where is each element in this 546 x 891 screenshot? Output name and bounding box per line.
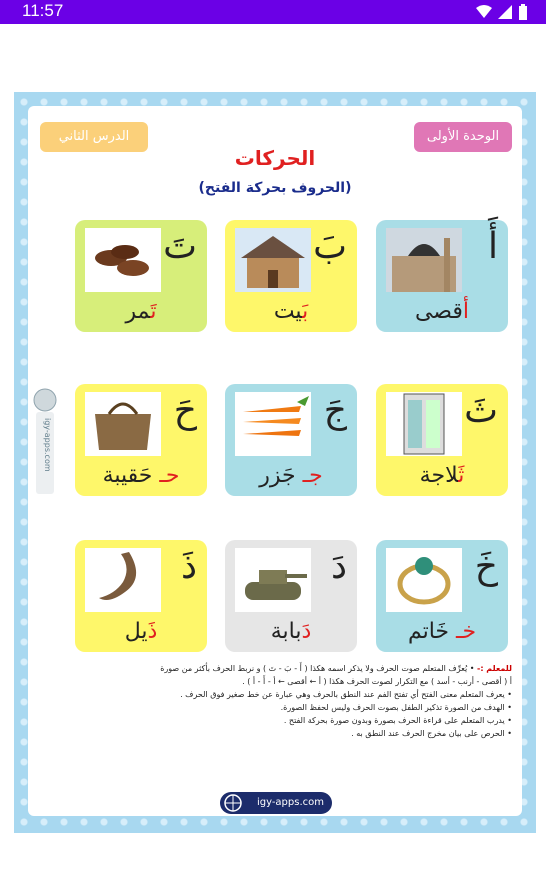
- notes-line: • الهدف من الصورة تذكير الطفل بصوت الحرف وليس لحفظ الصورة.: [280, 703, 512, 712]
- letter-glyph: ث: [464, 390, 498, 431]
- battery-icon: [518, 4, 528, 20]
- letter-card-tha[interactable]: [376, 384, 508, 496]
- notes-line: أ ( أقصى - أرنب - أسد ) مع التكرار لصوت الحرف هكذا ( أ ← أقصى ← أ - أَ - أ ) .: [242, 677, 512, 686]
- letter-card-ha[interactable]: [75, 384, 207, 496]
- status-time: 11:57: [22, 1, 64, 20]
- unit-badge: الوحدة الأولى: [414, 122, 512, 152]
- letter-glyph: خ: [474, 546, 498, 587]
- status-icons: [476, 4, 528, 20]
- letter-glyph: ب: [313, 226, 347, 267]
- letter-card-jim[interactable]: [225, 384, 357, 496]
- notes-line: • يدرب المتعلم على قراءة الحرف بصورة وبدون صورة بحركة الفتح .: [283, 716, 512, 725]
- carrots-image: [235, 392, 311, 456]
- teacher-notes: [42, 662, 512, 740]
- lesson-page: [14, 92, 536, 833]
- logo-text: igy-apps.com: [256, 797, 324, 808]
- example-word: دَبابة: [270, 619, 312, 644]
- watermark: [30, 388, 60, 498]
- letter-card-ba[interactable]: [225, 220, 357, 332]
- watermark-text: igy-apps.com: [43, 418, 52, 472]
- notes-line: • يعرف المتعلم معنى الفتح أي تفتح الفم عند النطق بالحرف وهي عبارة عن خط صغير فوق الحرف .: [180, 690, 512, 699]
- ring-image: [386, 548, 462, 612]
- globe-icon: [222, 793, 244, 813]
- notes-line: • يُعرِّف المتعلم صوت الحرف ولا يذكر اسمه هكذا ( أَ - بَ - تَ ) و نربط الحرف بأكثر من صورة: [160, 664, 475, 673]
- signal-icon: [498, 5, 512, 19]
- example-word: تَمر: [125, 299, 157, 324]
- lesson-sheet: [28, 106, 522, 816]
- lesson-badge: الدرس الثاني: [40, 122, 148, 152]
- letter-card-dhal[interactable]: [75, 540, 207, 652]
- example-word: ثَلاجة: [419, 463, 465, 488]
- fridge-image: [386, 392, 462, 456]
- wifi-icon: [476, 5, 492, 19]
- tail-image: [85, 548, 161, 612]
- letter-glyph: ح: [173, 390, 197, 431]
- dates-image: [85, 228, 161, 292]
- page-subtitle: (الحروف بحركة الفتح): [198, 180, 352, 196]
- notes-lead: للمعلم :-: [477, 664, 512, 673]
- notes-line: • الحرص على بيان مخرج الحرف عند النطق به .: [351, 729, 512, 738]
- house-image: [235, 228, 311, 292]
- letter-card-kha[interactable]: [376, 540, 508, 652]
- letter-card-alif[interactable]: [376, 220, 508, 332]
- letter-card-ta[interactable]: [75, 220, 207, 332]
- mosque-image: [386, 228, 462, 292]
- letter-glyph: ج: [323, 390, 347, 431]
- letter-glyph: ذ: [180, 546, 197, 587]
- status-bar: [0, 0, 546, 24]
- example-word: جـ جَزر: [259, 463, 323, 488]
- example-word: أقصى: [414, 299, 470, 324]
- tank-image: [235, 548, 311, 612]
- example-word: بَيت: [273, 299, 309, 324]
- example-word: خـ خَاتم: [407, 619, 477, 644]
- page-title: الحركات: [234, 146, 316, 170]
- letter-glyph: ت: [163, 226, 197, 267]
- example-word: ذَيل: [124, 619, 158, 644]
- site-logo[interactable]: [220, 792, 332, 814]
- letter-card-dal[interactable]: [225, 540, 357, 652]
- watermark-graphic: [30, 388, 60, 498]
- letter-glyph: د: [330, 546, 347, 587]
- bag-image: [85, 392, 161, 456]
- example-word: حـ حَقيبة: [102, 463, 180, 488]
- letter-glyph: أ: [487, 226, 498, 267]
